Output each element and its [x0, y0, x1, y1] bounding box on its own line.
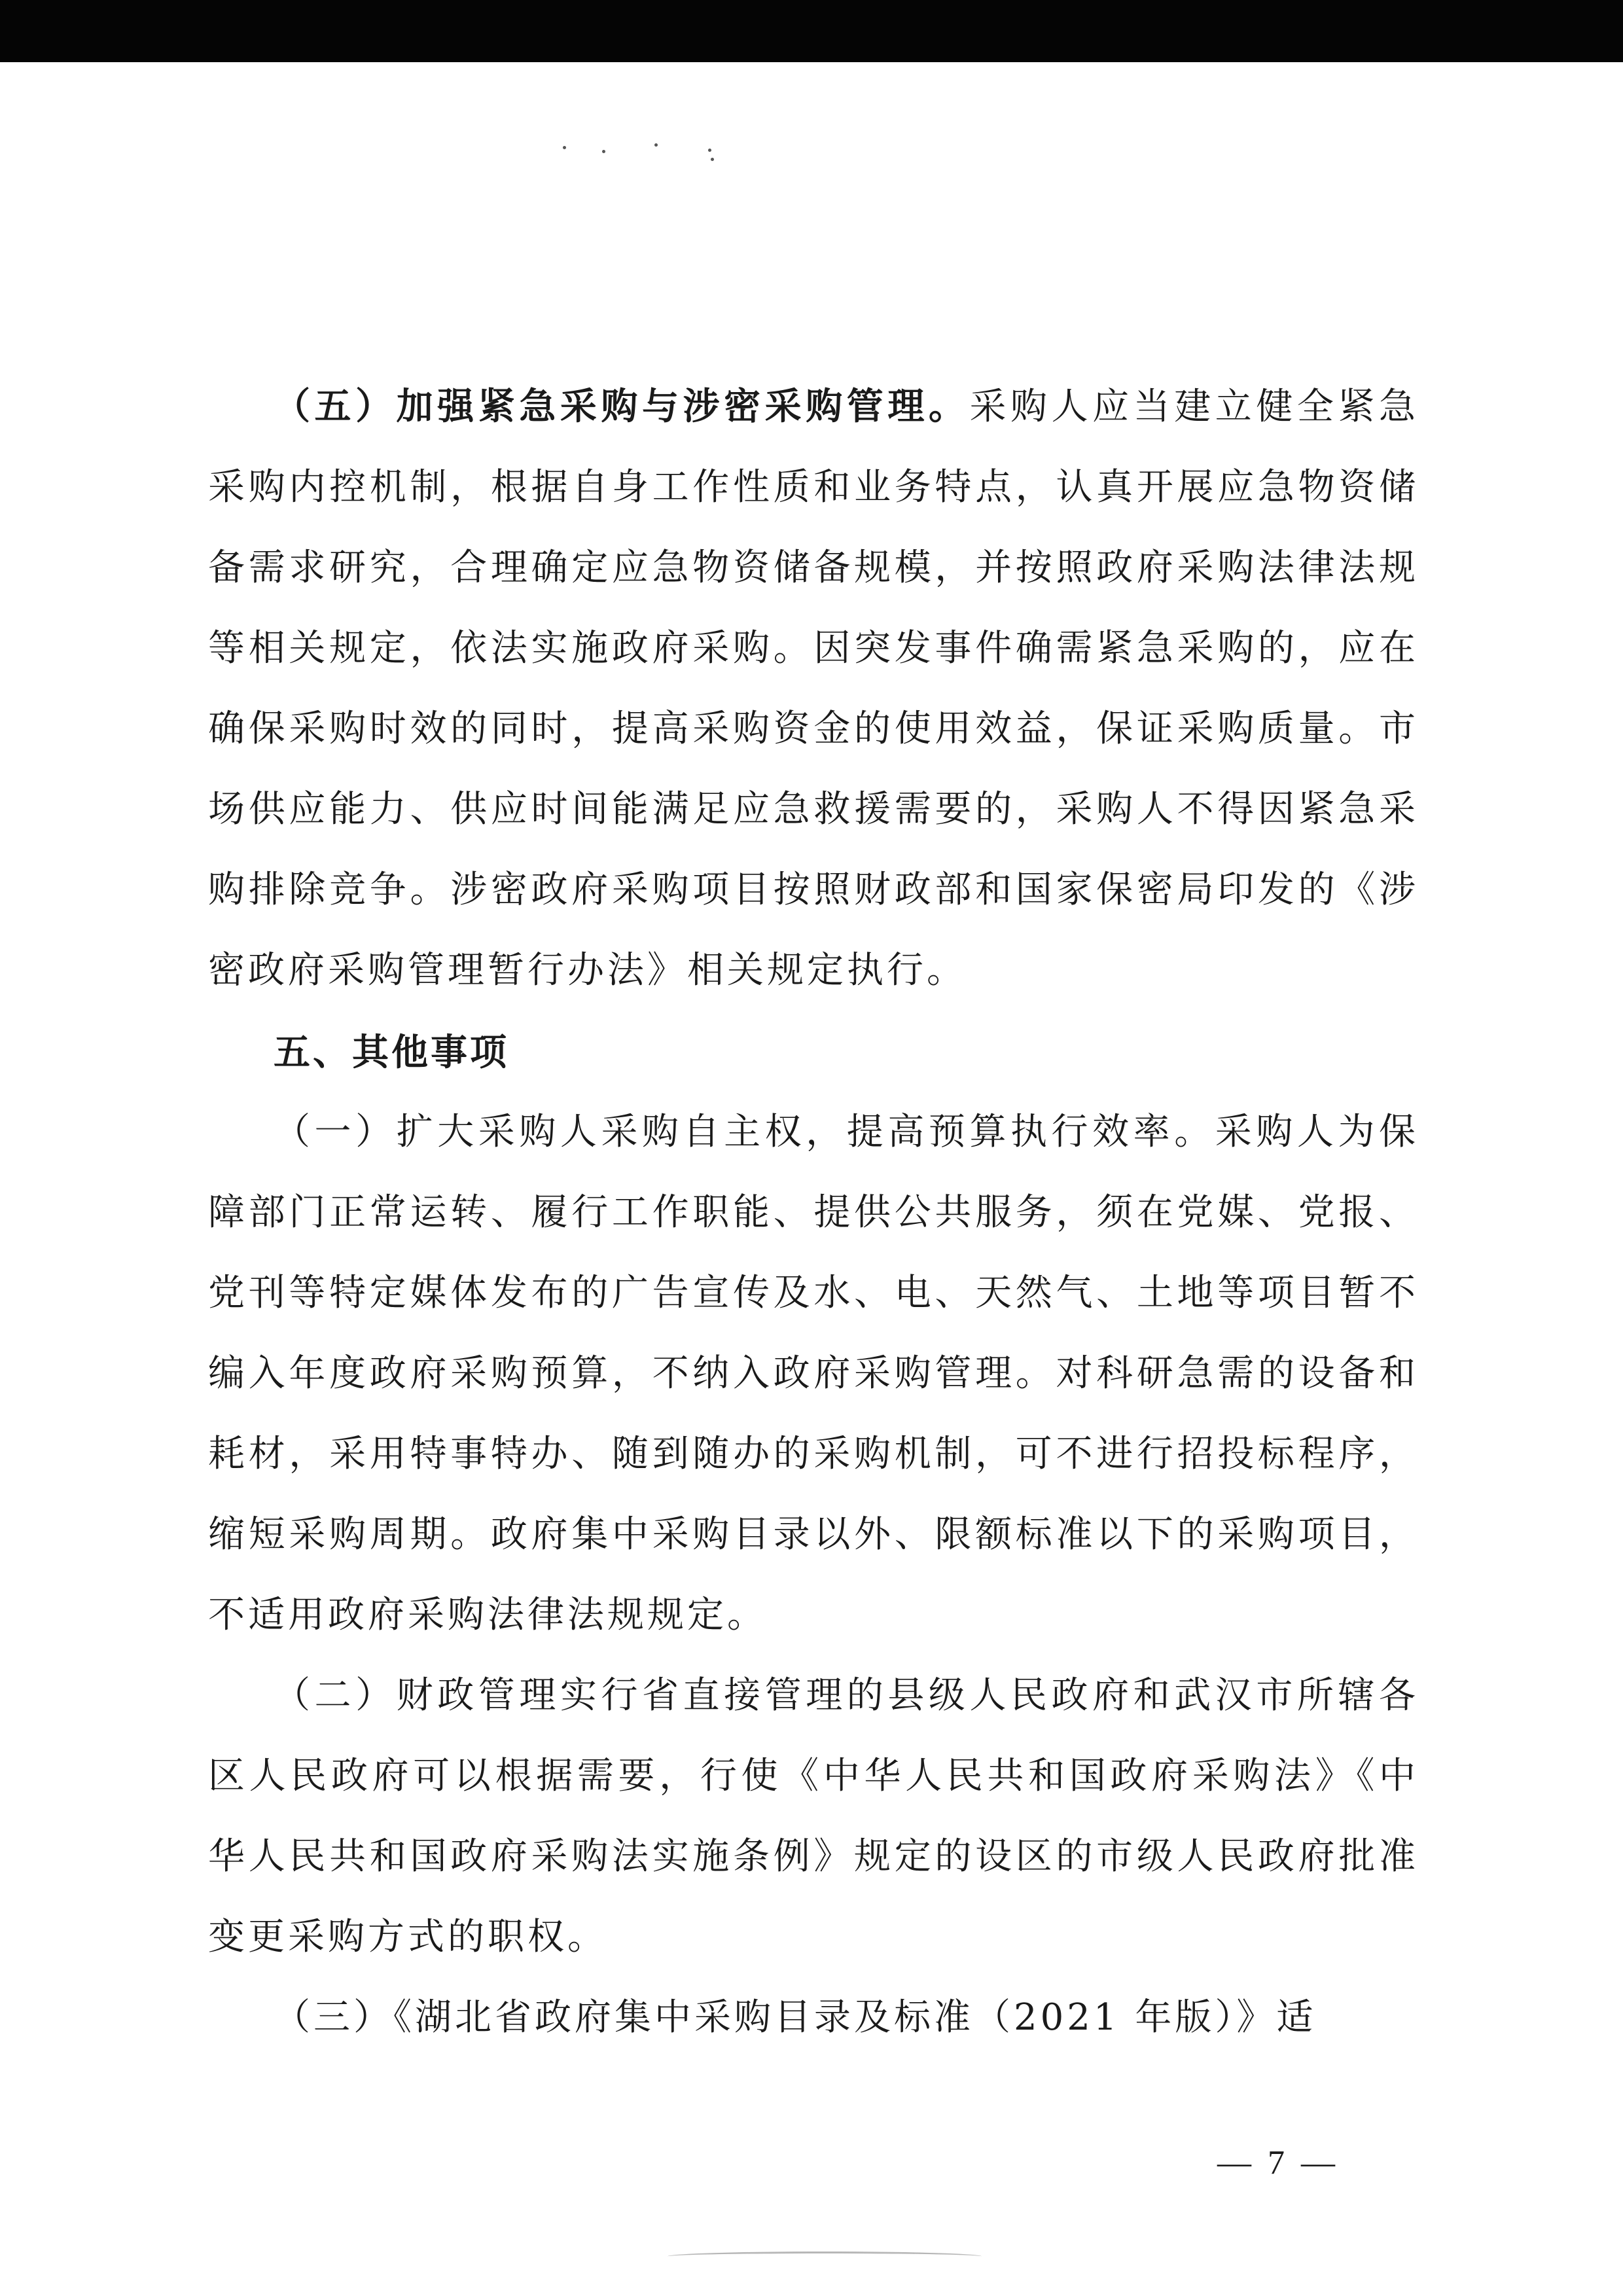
- scan-noise: [556, 141, 753, 167]
- paragraph-lead: （五）加强紧急采购与涉密采购管理。: [274, 385, 970, 428]
- scan-border-top: [0, 0, 1623, 62]
- paragraph-emergency-procurement: [208, 367, 1419, 1011]
- document-body: [208, 367, 1419, 2058]
- paragraph-item-3: （三）《湖北省政府集中采购目录及标准（2021 年版）》适: [274, 1996, 1317, 2039]
- page-number: — 7 —: [1217, 2144, 1339, 2181]
- paragraph-item-2: （二）财政管理实行省直接管理的县级人民政府和武汉市所辖各区人民政府可以根据需要，行使《中华人民共和国政府采购法》《中华人民共和国政府采购法实施条例》规定的设区的市级人民政府批准变更采购方式的职权。: [208, 1674, 1419, 1958]
- scan-smudge: [668, 2251, 982, 2261]
- paragraph-item-1: （一）扩大采购人采购自主权，提高预算执行效率。采购人为保障部门正常运转、履行工作职能、提供公共服务，须在党媒、党报、党刊等特定媒体发布的广告宣传及水、电、天然气、土地等项目暂不编入年度政府采购预算，不纳入政府采购管理。对科研急需的设备和耗材，采用特事特办、随到随办的采购机制，可不进行招投标程序，缩短采购周期。政府集中采购目录以外、限额标准以下的采购项目，不适用政府采购法律法规规定。: [208, 1111, 1419, 1636]
- paragraph-text: 采购人应当建立健全紧急采购内控机制，根据自身工作性质和业务特点，认真开展应急物资储备需求研究，合理确定应急物资储备规模，并按照政府采购法律法规等相关规定，依法实施政府采购。因突发事件确需紧急采购的，应在确保采购时效的同时，提高采购资金的使用效益，保证采购质量。市场供应能力、供应时间能满足应急救援需要的，采购人不得因紧急采购排除竞争。涉密政府采购项目按照财政部和国家保密局印发的《涉密政府采购管理暂行办法》相关规定执行。: [208, 386, 1419, 992]
- section-heading: 五、其他事项: [274, 1031, 509, 1074]
